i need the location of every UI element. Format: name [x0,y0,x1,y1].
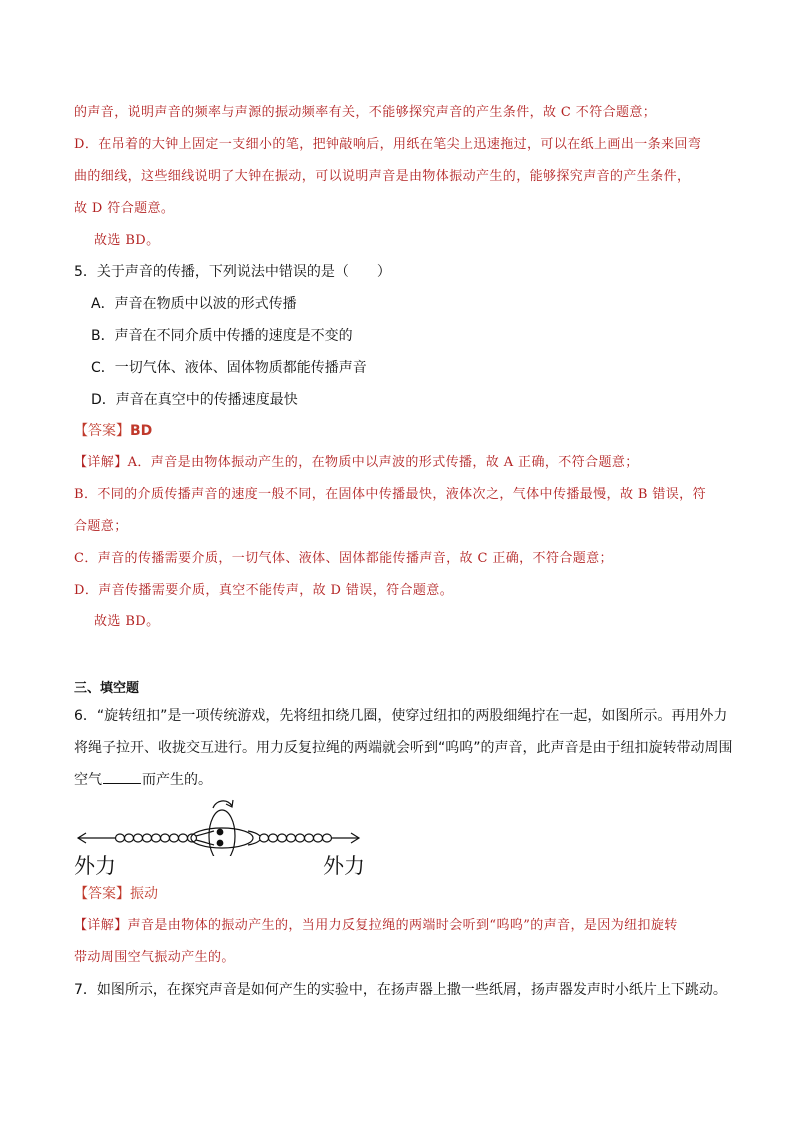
section-heading-fill-in: 三、填空题 [74,681,140,696]
q5-option-c: C．一切气体、液体、固体物质都能传播声音 [91,360,367,376]
q6-line-3 [74,773,212,787]
q5-option-d: D．声音在真空中的传播速度最快 [91,392,298,408]
q6-answer-blank[interactable] [103,782,141,784]
q6-answer-tag: 【答案】 [74,886,130,902]
figure-left-force-label: 外力 [74,854,116,878]
figure-right-force-label: 外力 [323,854,365,878]
q6-explain-line-2: 带动周围空气振动产生的。 [74,950,235,965]
q5-answer-tag: 【答案】 [74,423,130,439]
q5-answer [74,424,152,438]
left-twisted-string [116,831,215,845]
q5-option-b: B．声音在不同介质中传播的速度是不变的 [91,328,353,344]
q5-explain-text-1: A．声音是由物体振动产生的，在物质中以声波的形式传播，故 A 正确，不符合题意； [127,455,639,470]
q6-answer-value: 振动 [130,886,158,902]
q4-explain-line-1: 的声音，说明声音的频率与声源的振动频率有关，不能够探究声音的产生条件，故 C 不符合题意； [74,105,657,120]
q6-answer [74,887,158,901]
rotating-button-figure [74,796,374,856]
q5-explain-line-1 [74,456,639,469]
q4-explain-line-4: 故 D 符合题意。 [74,201,175,216]
q6-explain-line-1 [74,919,678,932]
q5-option-a: A．声音在物质中以波的形式传播 [91,296,297,312]
button-disk [191,810,253,856]
right-twisted-string [248,831,332,845]
q5-explain-tag: 【详解】 [74,455,128,470]
q5-explain-line-3: 合题意； [74,519,128,534]
q5-answer-value: BD [130,423,153,439]
q6-line-3-end: 而产生的。 [142,772,212,788]
q4-explain-line-3: 曲的细线，这些细线说明了大钟在振动，可以说明声音是由物体振动产生的，能够探究声音的产生条件， [74,169,691,184]
q4-choice: 故选 BD。 [94,233,160,248]
q5-explain-line-2: B．不同的介质传播声音的速度一般不同，在固体中传播最快，液体次之，气体中传播最慢，故 B 错误，符 [74,487,706,502]
q6-explain-tag: 【详解】 [74,918,128,933]
rotation-arrow [213,801,232,808]
q5-choice: 故选 BD。 [94,614,160,629]
q5-explain-line-4: C．声音的传播需要介质，一切气体、液体、固体都能传播声音，故 C 正确，不符合题意； [74,551,613,566]
q6-line-1: 6．“旋转纽扣”是一项传统游戏，先将纽扣绕几圈，使穿过纽扣的两股细绳拧在一起，如图所示。再用外力 [74,708,728,724]
q6-explain-text-1: 声音是由物体的振动产生的，当用力反复拉绳的两端时会听到“呜呜”的声音，是因为纽扣旋转 [127,918,678,933]
q4-explain-line-2: D．在吊着的大钟上固定一支细小的笔，把钟敲响后，用纸在笔尖上迅速拖过，可以在纸上画出一条来回弯 [74,137,702,152]
q5-explain-line-5: D．声音传播需要介质，真空不能传声，故 D 错误，符合题意。 [74,583,454,598]
q6-line-2: 将绳子拉开、收拢交互进行。用力反复拉绳的两端就会听到“呜呜”的声音，此声音是由于纽扣旋转带动周围 [74,740,733,756]
q6-line-3-start: 空气 [74,772,102,788]
q5-question: 5．关于声音的传播，下列说法中错误的是（ ） [74,264,391,280]
q7-line-1: 7．如图所示，在探究声音是如何产生的实验中，在扬声器上撒一些纸屑，扬声器发声时小纸片上下跳动。 [74,982,727,998]
